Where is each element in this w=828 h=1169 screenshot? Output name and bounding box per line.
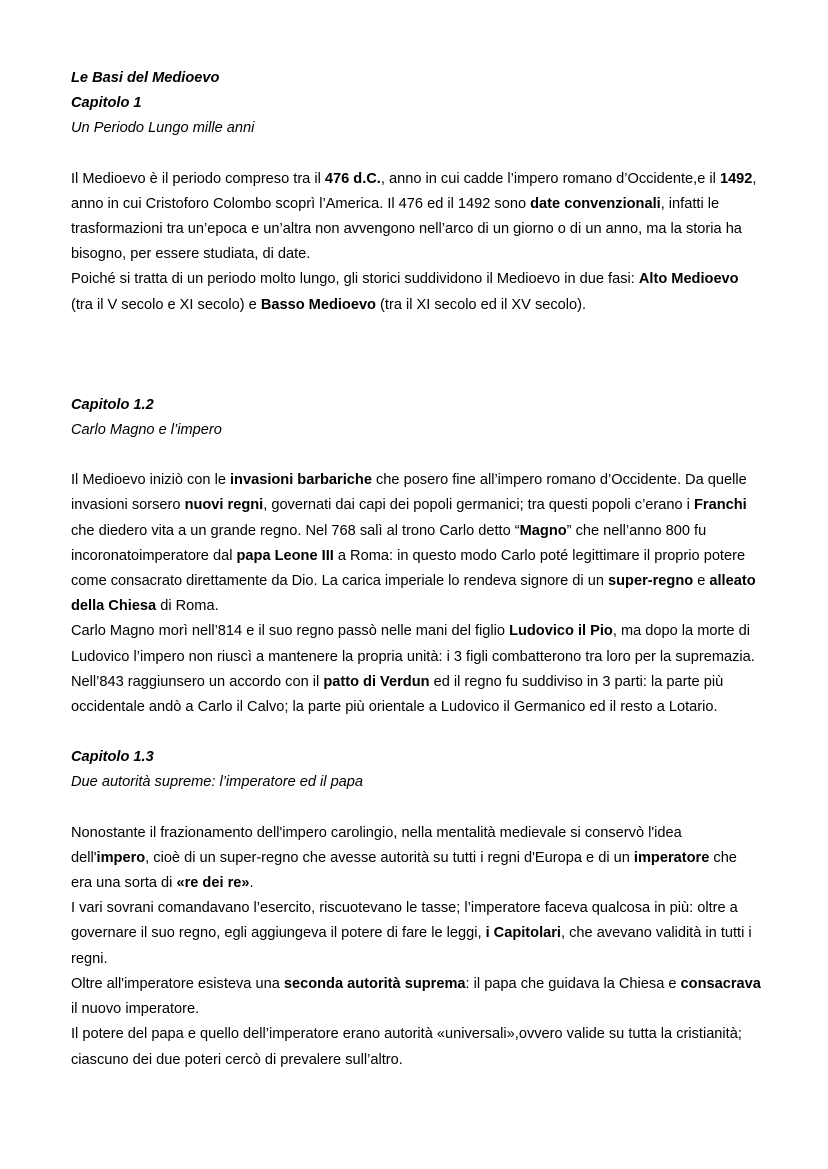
paragraph bbox=[71, 972, 761, 1022]
text-run: , anno in cui cadde l’impero romano d’Occidente,e il bbox=[380, 170, 720, 187]
document-page bbox=[71, 66, 761, 1073]
bold-text: impero bbox=[96, 849, 146, 866]
bold-text: imperatore bbox=[633, 849, 710, 866]
bold-text: Ludovico il Pio bbox=[509, 623, 613, 640]
paragraph bbox=[71, 1022, 761, 1072]
text-run: Carlo Magno morì nell’814 e il suo regno passò nelle mani del figlio bbox=[71, 623, 510, 640]
bold-text: date convenzionali bbox=[530, 195, 661, 212]
bold-text: patto di Verdun bbox=[323, 673, 430, 690]
chapter-1-2 bbox=[71, 393, 761, 720]
bold-text: 476 d.C. bbox=[324, 170, 381, 187]
text-run: (tra il V secolo e XI secolo) e bbox=[71, 296, 261, 313]
bold-text: «re dei re» bbox=[176, 875, 250, 892]
paragraph bbox=[71, 468, 761, 619]
text-run: , ma dopo la morte di Ludovico l’impero non riuscì a mantenere la propria unità: i 3 figli combatterono tra loro per la supremazia. Nell’843 raggiunsero un accordo con il bbox=[71, 623, 755, 690]
paragraph bbox=[71, 821, 761, 897]
document-title: Le Basi del Medioevo bbox=[71, 70, 220, 86]
text-run: che diedero vita a un grande regno. Nel 768 salì al trono Carlo detto “ bbox=[71, 522, 520, 539]
bold-text: Magno bbox=[519, 522, 567, 539]
bold-text: Franchi bbox=[693, 497, 747, 514]
bold-text: i Capitolari bbox=[485, 925, 561, 942]
text-run: il nuovo imperatore. bbox=[71, 1001, 200, 1018]
bold-text: invasioni barbariche bbox=[230, 472, 372, 489]
text-run: Nonostante il frazionamento dell'impero carolingio, nella mentalità medievale si conservò l'idea dell' bbox=[71, 824, 682, 866]
bold-text: papa Leone III bbox=[236, 547, 334, 564]
text-run: ed il regno fu suddiviso in 3 parti: la parte più occidentale andò a Carlo il Calvo; la parte più orientale a Ludovico il Germanico ed il resto a Lotario. bbox=[71, 673, 724, 716]
text-run: (tra il XI secolo ed il XV secolo). bbox=[375, 296, 587, 313]
text-run: , infatti le trasformazioni tra un’epoca e un’altra non avvengono nell’arco di un giorno o di un anno, ma la storia ha bisogno, per essere studiata, di date. bbox=[71, 195, 742, 263]
bold-text: consacrava bbox=[680, 975, 761, 992]
text-run: di Roma. bbox=[156, 598, 219, 615]
text-run: , governati dai capi dei popoli germanici; tra questi popoli c’erano i bbox=[263, 497, 694, 514]
chapter-1-3 bbox=[71, 745, 761, 1072]
bold-text: Basso Medioevo bbox=[260, 296, 376, 313]
chapter-subtitle: Due autorità supreme: l’imperatore ed il papa bbox=[71, 774, 364, 791]
chapter-heading: Capitolo 1.3 bbox=[71, 749, 154, 766]
text-run: Il Medioevo iniziò con le bbox=[71, 472, 230, 489]
text-run: che era una sorta di bbox=[71, 849, 737, 892]
text-run: Il Medioevo è il periodo compreso tra il bbox=[71, 170, 325, 187]
paragraph bbox=[71, 167, 761, 268]
text-run: Oltre all'imperatore esisteva una bbox=[71, 975, 284, 992]
text-run: a Roma: in questo modo Carlo poté legittimare il proprio potere come consacrato direttamente da Dio. La carica imperiale lo rendeva signore di un bbox=[71, 547, 746, 590]
text-run: , che avevano validità in tutti i regni. bbox=[71, 925, 752, 967]
chapter-1 bbox=[71, 91, 761, 318]
bold-text: 1492 bbox=[719, 170, 753, 187]
chapter-heading: Capitolo 1.2 bbox=[71, 396, 154, 413]
text-run: , anno in cui Cristoforo Colombo scoprì l’America. Il 476 ed il 1492 sono bbox=[71, 170, 757, 212]
bold-text: nuovi regni bbox=[184, 497, 264, 514]
text-run: Il potere del papa e quello dell’imperatore erano autorità «universali»,ovvero valide su tutta la cristianità; ciascuno dei due poteri cercò di prevalere sull’altro. bbox=[71, 1026, 742, 1068]
bold-text: alleato della Chiesa bbox=[71, 573, 756, 615]
paragraph bbox=[71, 267, 761, 317]
chapter-heading: Capitolo 1 bbox=[71, 95, 142, 112]
text-run: Poiché si tratta di un periodo molto lungo, gli storici suddividono il Medioevo in due fasi: bbox=[71, 271, 639, 288]
text-run: ” che nell’anno 800 fu incoronatoimperatore dal bbox=[71, 522, 707, 564]
text-run: : il papa che guidava la Chiesa e bbox=[465, 975, 681, 992]
bold-text: seconda autorità suprema bbox=[283, 975, 466, 992]
bold-text: super-regno bbox=[608, 573, 694, 590]
bold-text: Alto Medioevo bbox=[638, 271, 739, 288]
text-run: , cioè di un super-regno che avesse autorità su tutti i regni d'Europa e di un bbox=[145, 849, 634, 866]
paragraph bbox=[71, 896, 761, 972]
paragraph bbox=[71, 619, 761, 720]
text-run: che posero fine all’impero romano d’Occidente. Da quelle invasioni sorsero bbox=[71, 472, 747, 514]
chapter-subtitle: Un Periodo Lungo mille anni bbox=[71, 120, 255, 137]
text-run: e bbox=[693, 573, 710, 590]
text-run: . bbox=[249, 875, 254, 892]
chapter-subtitle: Carlo Magno e l’impero bbox=[71, 422, 222, 439]
text-run: I vari sovrani comandavano l’esercito, riscuotevano le tasse; l’imperatore faceva qualcosa in più: oltre a governare il suo regno, egli aggiungeva il potere di fare le leggi, bbox=[71, 900, 738, 942]
